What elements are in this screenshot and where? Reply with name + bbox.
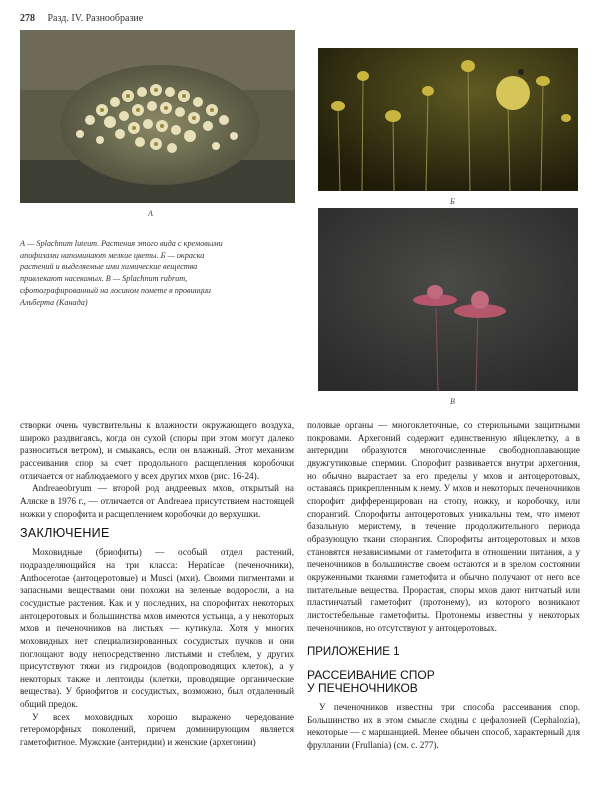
paragraph: половые органы — многоклеточные, со стерильными защитными покровами. Архегоний содержит единственную яйцеклетку, а в антеридии образуются многочисленные свободноплавающие двужгутиковые спермии. Спорофит развивается внутри архегония, но обычно вырастает за его пределы у мхов и антоцеротовых, оставаясь прикрепленным к нему. У мхов и некоторых печеночников спорофит дифференцирован на стопу, ножку, и коробочку, или спорангий. Спорофиты антоцеротовых уникальны тем, что имеют базальную меристему, в течение продолжительного периода образующую ткани спорангия. Спорофиты антоцеротовых и мхов становятся независимыми от гаметофита в отношении питания, а у печеночников в большинстве своем остаются и в зрелом состоянии окруженными тканями гаметофита и обычно получают от него все питательные вещества. Прорастая, споры мхов дают нитчатый или пластинчатый гаметофит (протонему), из которого возникают листостебельные гаметофиты. Протонемы известны у некоторых печеночников, но отсутствуют у антоцеротовых. xyxy=(307,420,580,633)
photo-a-label: А xyxy=(148,209,153,218)
photo-a-splachnum-luteum xyxy=(20,30,295,203)
section-title: Разд. IV. Разнообразие xyxy=(47,13,144,24)
right-column xyxy=(307,419,580,752)
paragraph: створки очень чувствительны к влажности окружающего воздуха, широко раздвигаясь, когда он сухой (споры при этом могут далеко разноситься ветром), и смыкаясь, если он влажный. Этот механизм рассеивания спор за счет продольного расщепления коробочки отличается от наблюдаемого у всех других мхов (рис. 16-24). xyxy=(20,420,294,481)
paragraph: У печеночников известны три способа рассеивания спор. Большинство их в этом смысле сходны с цефалозией (Cephalozia), некоторые — с маршанцией. Менее обычен способ, характерный для фруллании (Frullania) (см. с. 277). xyxy=(307,702,580,751)
photo-c-label: В xyxy=(450,397,455,406)
appendix-label: ПРИЛОЖЕНИЕ 1 xyxy=(307,646,400,659)
paragraph: У всех моховидных хорошо выражено чередование гетероморфных поколений, причем доминирующим является гаметофитное. Мужские (антеридии) и женские (архегонии) xyxy=(20,711,294,748)
left-column xyxy=(20,419,294,749)
figure-caption: А — Splachnum luteum. Растения этого вида с кремовыми апофизами напоминают мелкие цветы. Б — окраска растений и выделяемые ими химические вещества привлекают насекомых. В — Splachnum rubrum, сфотографированный на лосином помете в провинции Альберта (Канада) xyxy=(20,239,223,307)
appendix-title-line-1: РАССЕИВАНИЕ СПОР xyxy=(307,668,435,683)
paragraph: Andreaeobryum — второй род андреевых мхов, открытый на Аляске в 1976 г., — отличается от Andreaea присутствием настоящей ножки у спорофита и расщеплением коробочки до верхушки. xyxy=(20,483,294,519)
page-header xyxy=(20,13,143,24)
photo-b-insect-attraction xyxy=(318,48,578,191)
photo-b-label: Б xyxy=(450,197,455,206)
appendix-title xyxy=(307,669,580,695)
page-number: 278 xyxy=(20,13,35,24)
paragraph: Моховидные (бриофиты) — особый отдел растений, подразделяющийся на три класса: Hepaticae (печеночники), Anthocerotae (антоцеротовые) и Musci (мхи). Своими пигментами и запасными веществами они похожи на зеленые водоросли, а на сосудистые растения. Как и у последних, на спорофитах некоторых антоцеротовых и большинства мхов имеются устьица, а у некоторых мхов и печеночников на листьях — кутикула. Хотя у многих моховидных нет специализированных сосудистых пучков и они поглощают воду непосредственно листьями и стеблем, у других присутствуют тяжи из гидроидов (водопроводящих клеток), а у некоторых также и лептоиды (клетки, проводящие органические вещества). У бриофитов и сосудистых, возможно, был отдаленный общий предок. xyxy=(20,547,294,710)
appendix-title-line-2: У ПЕЧЕНОЧНИКОВ xyxy=(307,681,418,696)
photo-c-splachnum-rubrum xyxy=(318,208,578,391)
section-heading-conclusion: ЗАКЛЮЧЕНИЕ xyxy=(20,526,110,541)
